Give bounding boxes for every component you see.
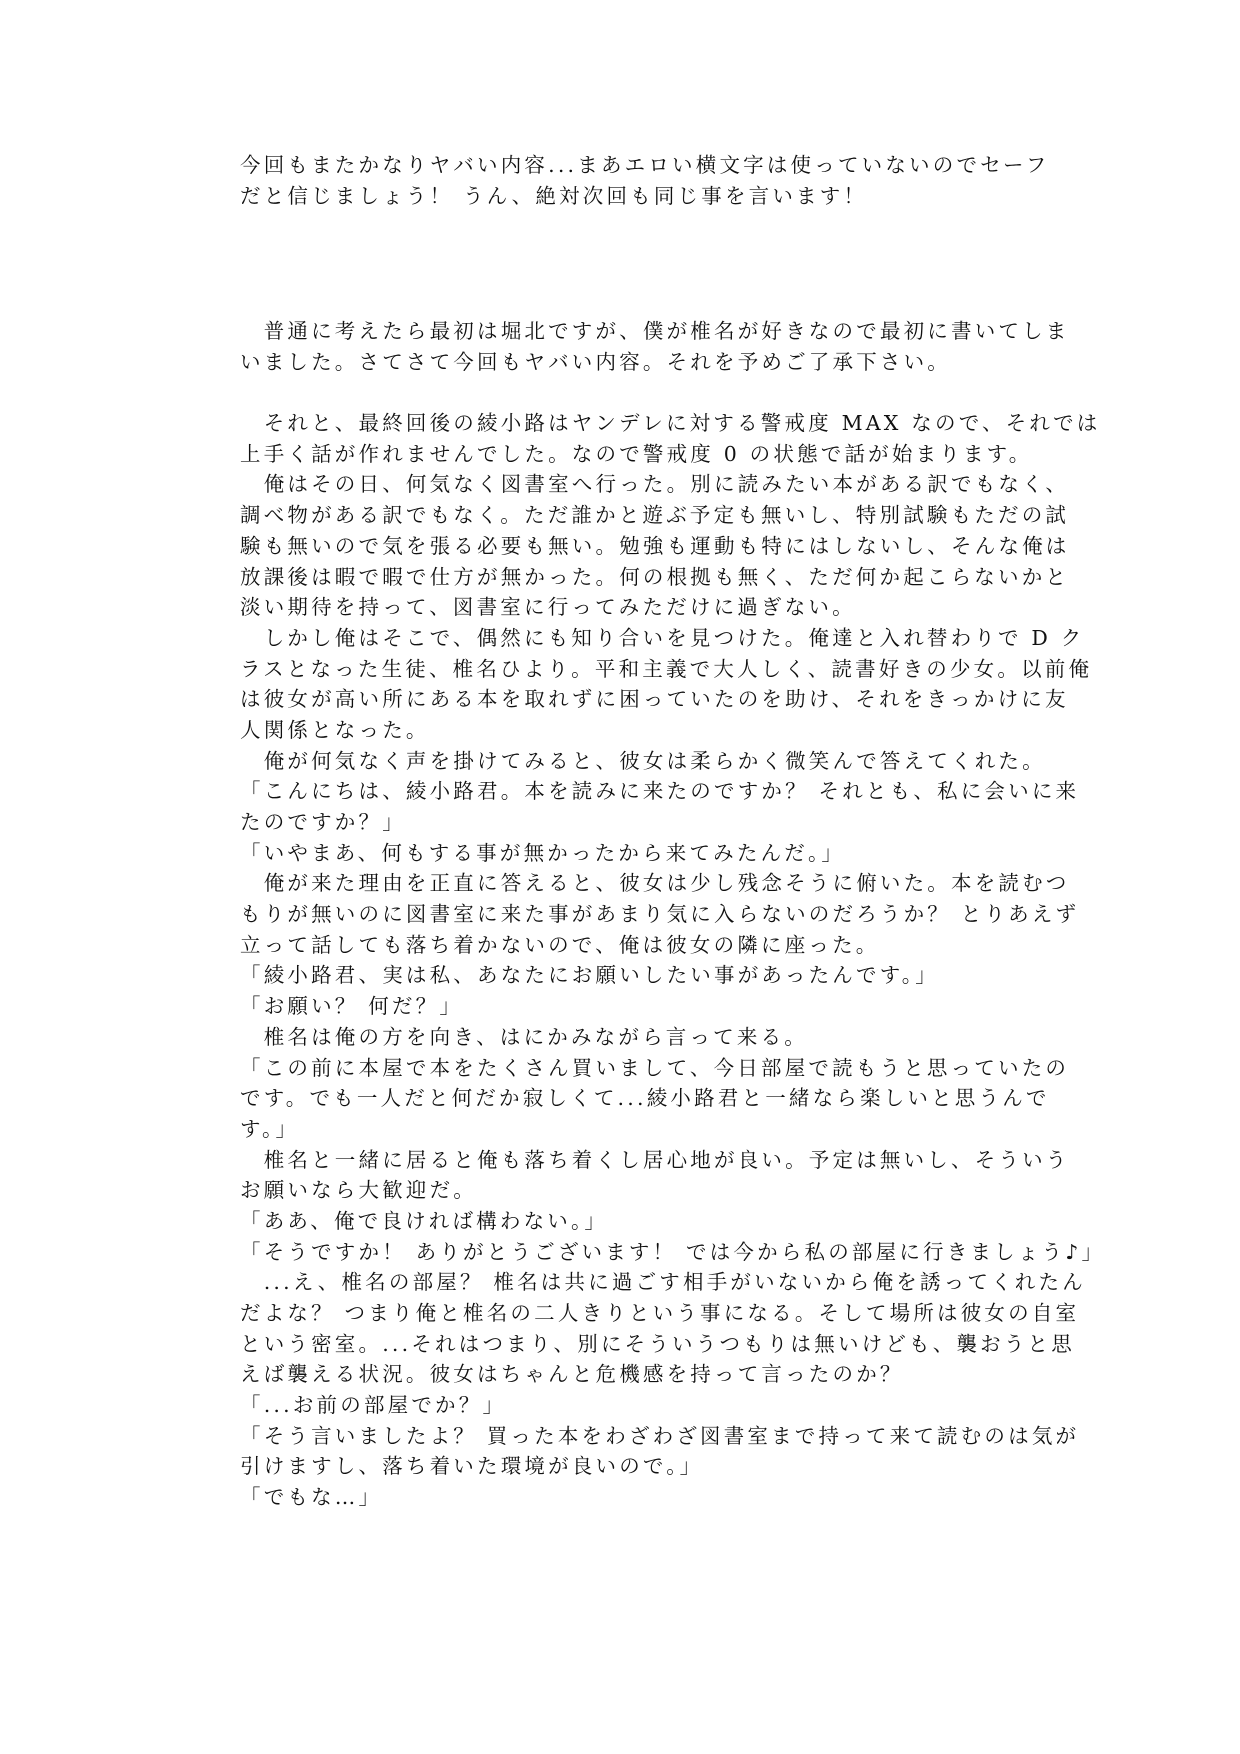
body-line: たのですか？」 — [240, 810, 406, 834]
blank-line — [240, 377, 1015, 408]
story-text — [240, 316, 1106, 1513]
body-line: 「いやまあ、何もする事が無かったから来てみたんだ。」 — [240, 840, 846, 865]
body-line: 放課後は暇で暇で仕方が無かった。何の根拠も無く、ただ何か起こらないかと — [240, 564, 1070, 589]
body-line: それと、最終回後の綾小路はヤンデレに対する警戒度 MAX なので、それでは — [240, 411, 1101, 436]
body-line: 淡い期待を持って、図書室に行ってみただけに過ぎない。 — [240, 595, 856, 620]
intro-line: だと信じましょう！ うん、絶対次回も同じ事を言います！ — [240, 183, 868, 208]
body-line: ラスとなった生徒、椎名ひより。平和主義で大人しく、読書好きの少女。以前俺 — [240, 656, 1093, 681]
body-line: えば襲える状況。彼女はちゃんと危機感を持って言ったのか？ — [240, 1362, 904, 1387]
body-line: だよな？ つまり俺と椎名の二人きりという事になる。そして場所は彼女の自室 — [240, 1301, 1080, 1325]
body-line: 俺はその日、何気なく図書室へ行った。別に読みたい本がある訳でもなく、 — [240, 472, 1070, 497]
body-line: という密室。...それはつまり、別にそういうつもりは無いけども、襲おうと思 — [240, 1331, 1075, 1356]
intro-line: 今回もまたかなりヤバい内容...まあエロい横文字は使っていないのでセーフ — [240, 153, 1050, 177]
body-line: 「...お前の部屋でか？」 — [240, 1393, 507, 1418]
body-line: 普通に考えたら最初は堀北ですが、僕が椎名が好きなので最初に書いてしま — [240, 319, 1070, 343]
author-note — [240, 150, 1050, 211]
body-line: 引けますし、落ち着いた環境が良いので。」 — [240, 1454, 704, 1479]
body-line: 「でもな…」 — [240, 1485, 383, 1510]
body-line: 「ああ、俺で良ければ構わない。」 — [240, 1208, 609, 1233]
body-line: 「お願い？ 何だ？」 — [240, 994, 464, 1019]
body-line: ...え、椎名の部屋？ 椎名は共に過ごす相手がいないから俺を誘ってくれたん — [240, 1270, 1086, 1295]
body-line: は彼女が高い所にある本を取れずに困っていたのを助け、それをきっかけに友 — [240, 687, 1069, 712]
body-line: 上手く話が作れませんでした。なので警戒度 0 の状態で話が始まります。 — [240, 441, 1033, 466]
body-line: もりが無いのに図書室に来た事があまり気に入らないのだろうか？ とりあえず — [240, 902, 1080, 927]
body-line: 「そうですか！ ありがとうございます！ では今から私の部屋に行きましょう♪」 — [240, 1239, 1106, 1264]
body-line: 験も無いので気を張る必要も無い。勉強も運動も特にはしないし、そんな俺は — [240, 533, 1070, 558]
body-line: 俺が何気なく声を掛けてみると、彼女は柔らかく微笑んで答えてくれた。 — [240, 748, 1046, 773]
body-line: 「そう言いましたよ？ 買った本をわざわざ図書室まで持って来て読むのは気が — [240, 1423, 1080, 1448]
body-line: 人関係となった。 — [240, 717, 430, 742]
body-line: です。でも一人だと何だか寂しくて...綾小路君と一緒なら楽しいと思うんで — [240, 1086, 1050, 1111]
body-line: 調べ物がある訳でもなく。ただ誰かと遊ぶ予定も無いし、特別試験もただの試 — [240, 503, 1070, 528]
body-line: しかし俺はそこで、偶然にも知り合いを見つけた。俺達と入れ替わりで D ク — [240, 625, 1085, 650]
body-line: す。」 — [240, 1116, 300, 1141]
body-line: 「綾小路君、実は私、あなたにお願いしたい事があったんです。」 — [240, 963, 939, 988]
body-line: 椎名と一緒に居ると俺も落ち着くし居心地が良い。予定は無いし、そういう — [240, 1147, 1070, 1172]
body-line: 「こんにちは、綾小路君。本を読みに来たのですか？ それとも、私に会いに来 — [240, 779, 1080, 804]
body-line: お願いなら大歓迎だ。 — [240, 1178, 477, 1203]
body-line: 俺が来た理由を正直に答えると、彼女は少し残念そうに俯いた。本を読むつ — [240, 871, 1070, 896]
body-line: いました。さてさて今回もヤバい内容。それを予めご了承下さい。 — [240, 349, 951, 374]
body-line: 椎名は俺の方を向き、はにかみながら言って来る。 — [240, 1024, 808, 1049]
body-line: 立って話しても落ち着かないので、俺は彼女の隣に座った。 — [240, 932, 880, 957]
body-line: 「この前に本屋で本をたくさん買いまして、今日部屋で読もうと思っていたの — [240, 1055, 1070, 1080]
